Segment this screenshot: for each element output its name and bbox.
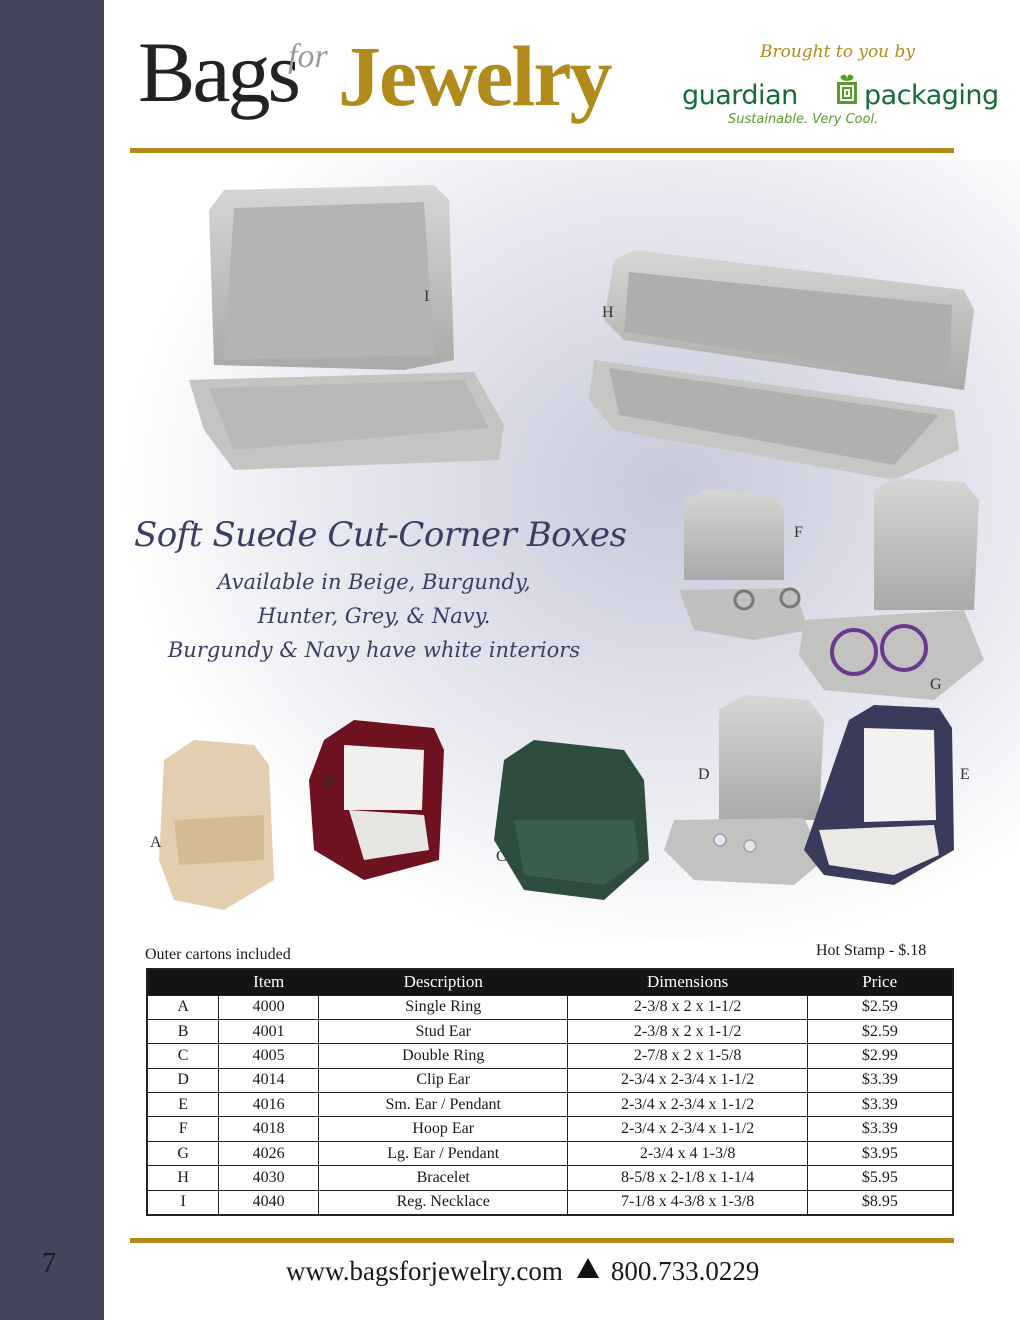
cell-dimensions: 2-3/4 x 2-3/4 x 1-1/2: [568, 1117, 807, 1141]
subline-colors: Available in Beige, Burgundy,: [217, 570, 531, 594]
cell-description: Bracelet: [319, 1166, 568, 1190]
table-row: [147, 995, 953, 1019]
photo-label-h: H: [602, 304, 614, 321]
cell-description: Single Ring: [319, 995, 568, 1019]
box-b-stud-ear: [309, 720, 444, 880]
page-number: 7: [42, 1248, 56, 1279]
cell-description: Hoop Ear: [319, 1117, 568, 1141]
triangle-separator-icon: [577, 1258, 599, 1278]
header-description: Description: [319, 969, 568, 995]
cell-dimensions: 7-1/8 x 4-3/8 x 1-3/8: [568, 1190, 807, 1214]
cell-item: 4014: [219, 1068, 319, 1092]
box-c-double-ring: [494, 740, 649, 900]
cell-letter: I: [147, 1190, 219, 1214]
cell-item: 4040: [219, 1190, 319, 1214]
brand-logo: [138, 22, 658, 132]
subline-interiors: Burgundy & Navy have white interiors: [167, 638, 581, 662]
cell-price: $2.59: [807, 1019, 953, 1043]
cell-item: 4000: [219, 995, 319, 1019]
cell-description: Sm. Ear / Pendant: [319, 1093, 568, 1117]
cell-description: Double Ring: [319, 1044, 568, 1068]
cell-letter: A: [147, 995, 219, 1019]
subline-colors-cont: Hunter, Grey, & Navy.: [257, 604, 491, 628]
table-row: [147, 1166, 953, 1190]
headline: Soft Suede Cut-Corner Boxes: [134, 515, 627, 555]
photo-label-d: D: [698, 766, 710, 783]
photo-label-i: I: [424, 288, 430, 305]
sidebar-band: [0, 0, 104, 1320]
table-row: [147, 1019, 953, 1043]
brand-bags: Bags: [138, 24, 298, 120]
cell-letter: F: [147, 1117, 219, 1141]
cell-item: 4018: [219, 1117, 319, 1141]
cell-price: $3.39: [807, 1093, 953, 1117]
gold-rule-top: [130, 148, 954, 153]
cell-item: 4030: [219, 1166, 319, 1190]
cell-description: Reg. Necklace: [319, 1190, 568, 1214]
cell-dimensions: 2-3/4 x 4 1-3/8: [568, 1141, 807, 1165]
cell-dimensions: 2-3/8 x 2 x 1-1/2: [568, 995, 807, 1019]
table-row: [147, 1044, 953, 1068]
header-letter: [147, 969, 219, 995]
cell-description: Stud Ear: [319, 1019, 568, 1043]
sponsor-name-right: packaging: [864, 80, 999, 111]
footer-contact: [286, 1256, 759, 1287]
cell-dimensions: 8-5/8 x 2-1/8 x 1-1/4: [568, 1166, 807, 1190]
price-table: [146, 968, 954, 1216]
cell-item: 4001: [219, 1019, 319, 1043]
brand-for: for: [288, 38, 328, 75]
cell-description: Clip Ear: [319, 1068, 568, 1092]
gold-rule-bottom: [130, 1238, 954, 1243]
cell-dimensions: 2-3/8 x 2 x 1-1/2: [568, 1019, 807, 1043]
photo-label-f: F: [794, 524, 803, 541]
cell-price: $3.95: [807, 1141, 953, 1165]
photo-label-e: E: [960, 766, 970, 783]
cell-letter: B: [147, 1019, 219, 1043]
cell-letter: E: [147, 1093, 219, 1117]
table-row: [147, 1093, 953, 1117]
cell-letter: G: [147, 1141, 219, 1165]
cell-price: $8.95: [807, 1190, 953, 1214]
cell-item: 4016: [219, 1093, 319, 1117]
cell-price: $3.39: [807, 1117, 953, 1141]
product-photo: [104, 160, 1020, 940]
sponsor-logo: [678, 38, 1008, 138]
cell-price: $3.39: [807, 1068, 953, 1092]
table-row: [147, 1141, 953, 1165]
sponsor-name-left: guardian: [682, 80, 798, 111]
phone-number: 800.733.0229: [610, 1256, 760, 1286]
table-row: [147, 1117, 953, 1141]
table-row: [147, 1068, 953, 1092]
table-header-row: [147, 969, 953, 995]
header: [104, 0, 1020, 150]
photo-label-g: G: [930, 676, 942, 693]
sponsor-brought: Brought to you by: [760, 42, 916, 62]
header-dimensions: Dimensions: [568, 969, 807, 995]
table-row: [147, 1190, 953, 1214]
cell-letter: D: [147, 1068, 219, 1092]
photo-label-c: C: [496, 848, 507, 865]
brand-jewelry: Jewelry: [338, 28, 611, 124]
cell-price: $5.95: [807, 1166, 953, 1190]
header-price: Price: [807, 969, 953, 995]
outer-cartons-note: Outer cartons included: [145, 946, 291, 963]
cell-item: 4005: [219, 1044, 319, 1068]
cell-item: 4026: [219, 1141, 319, 1165]
cell-dimensions: 2-7/8 x 2 x 1-5/8: [568, 1044, 807, 1068]
cell-dimensions: 2-3/4 x 2-3/4 x 1-1/2: [568, 1093, 807, 1117]
website-link[interactable]: www.bagsforjewelry.com: [286, 1256, 563, 1286]
sponsor-tagline: Sustainable. Very Cool.: [728, 112, 879, 127]
cell-description: Lg. Ear / Pendant: [319, 1141, 568, 1165]
cell-dimensions: 2-3/4 x 2-3/4 x 1-1/2: [568, 1068, 807, 1092]
photo-label-a: A: [150, 834, 162, 851]
hot-stamp-note: Hot Stamp - $.18: [816, 942, 927, 959]
header-item: Item: [219, 969, 319, 995]
cell-price: $2.99: [807, 1044, 953, 1068]
cell-letter: C: [147, 1044, 219, 1068]
cell-price: $2.59: [807, 995, 953, 1019]
cell-letter: H: [147, 1166, 219, 1190]
box-a-single-ring: [159, 740, 274, 910]
gift-box-icon: [836, 72, 858, 106]
photo-label-b: B: [324, 772, 335, 789]
